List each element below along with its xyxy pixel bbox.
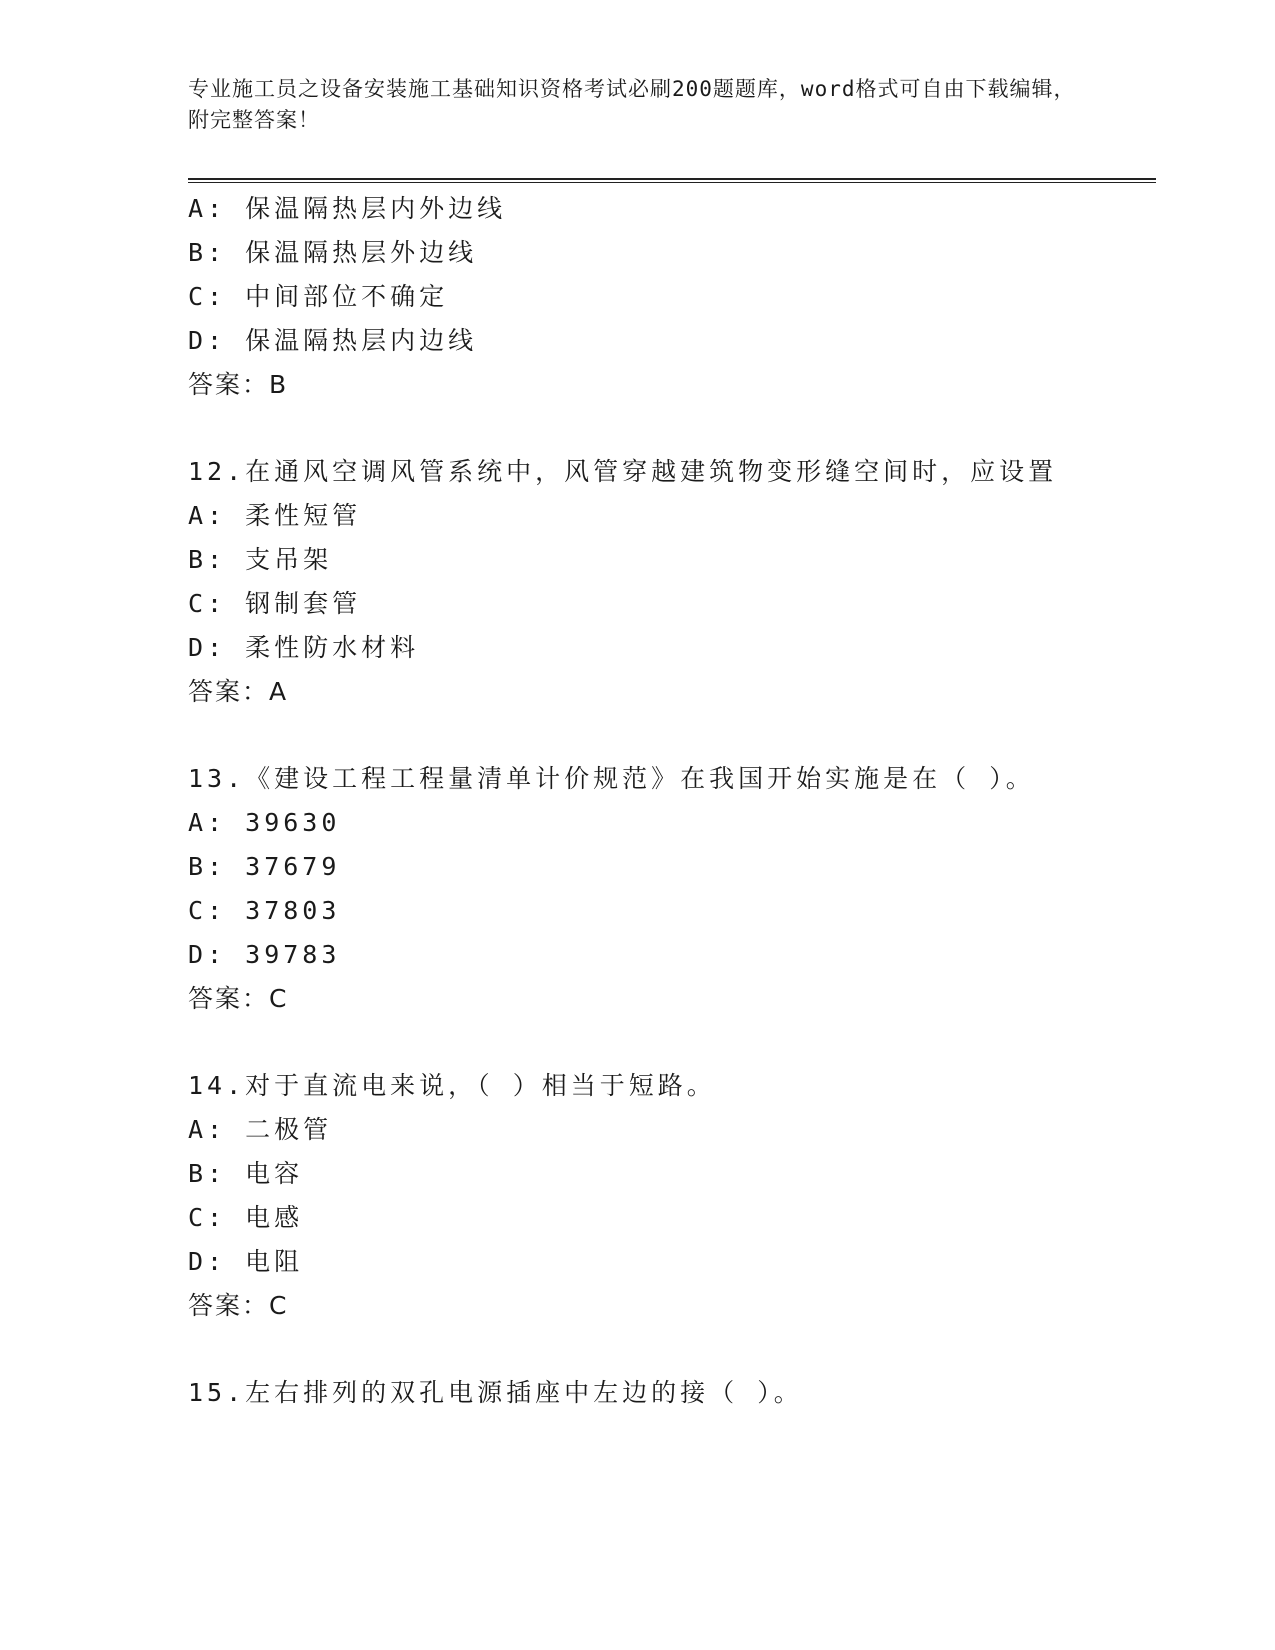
- option-b: B: 37679: [188, 852, 341, 881]
- option-a: A: 二极管: [188, 1115, 333, 1144]
- option-b: B: 保温隔热层外边线: [188, 238, 478, 267]
- option-c: C: 钢制套管: [188, 589, 362, 618]
- option-a: A: 39630: [188, 808, 341, 837]
- answer-text: 答案：A: [188, 677, 289, 706]
- header-divider: [188, 178, 1156, 183]
- option-b: B: 支吊架: [188, 545, 333, 574]
- option-d: D: 柔性防水材料: [188, 633, 420, 662]
- question-text: 12.在通风空调风管系统中，风管穿越建筑物变形缝空间时，应设置: [188, 457, 1058, 486]
- option-c: C: 37803: [188, 896, 341, 925]
- option-d: D: 电阻: [188, 1247, 304, 1276]
- option-d: D: 39783: [188, 940, 341, 969]
- option-a: A: 柔性短管: [188, 501, 362, 530]
- option-c: C: 电感: [188, 1203, 304, 1232]
- document-title: 专业施工员之设备安装施工基础知识资格考试必刷200题题库，word格式可自由下载编辑，附完整答案！: [188, 77, 1076, 132]
- option-b: B: 电容: [188, 1159, 304, 1188]
- answer-text: 答案：B: [188, 370, 289, 399]
- option-d: D: 保温隔热层内边线: [188, 326, 478, 355]
- question-text: 13.《建设工程工程量清单计价规范》在我国开始实施是在（ ）。: [188, 764, 1035, 793]
- option-c: C: 中间部位不确定: [188, 282, 449, 311]
- question-text: 14.对于直流电来说，（ ）相当于短路。: [188, 1071, 716, 1100]
- answer-text: 答案：C: [188, 1291, 289, 1320]
- question-text: 15.左右排列的双孔电源插座中左边的接（ ）。: [188, 1378, 803, 1407]
- answer-text: 答案：C: [188, 984, 289, 1013]
- option-a: A: 保温隔热层内外边线: [188, 194, 507, 223]
